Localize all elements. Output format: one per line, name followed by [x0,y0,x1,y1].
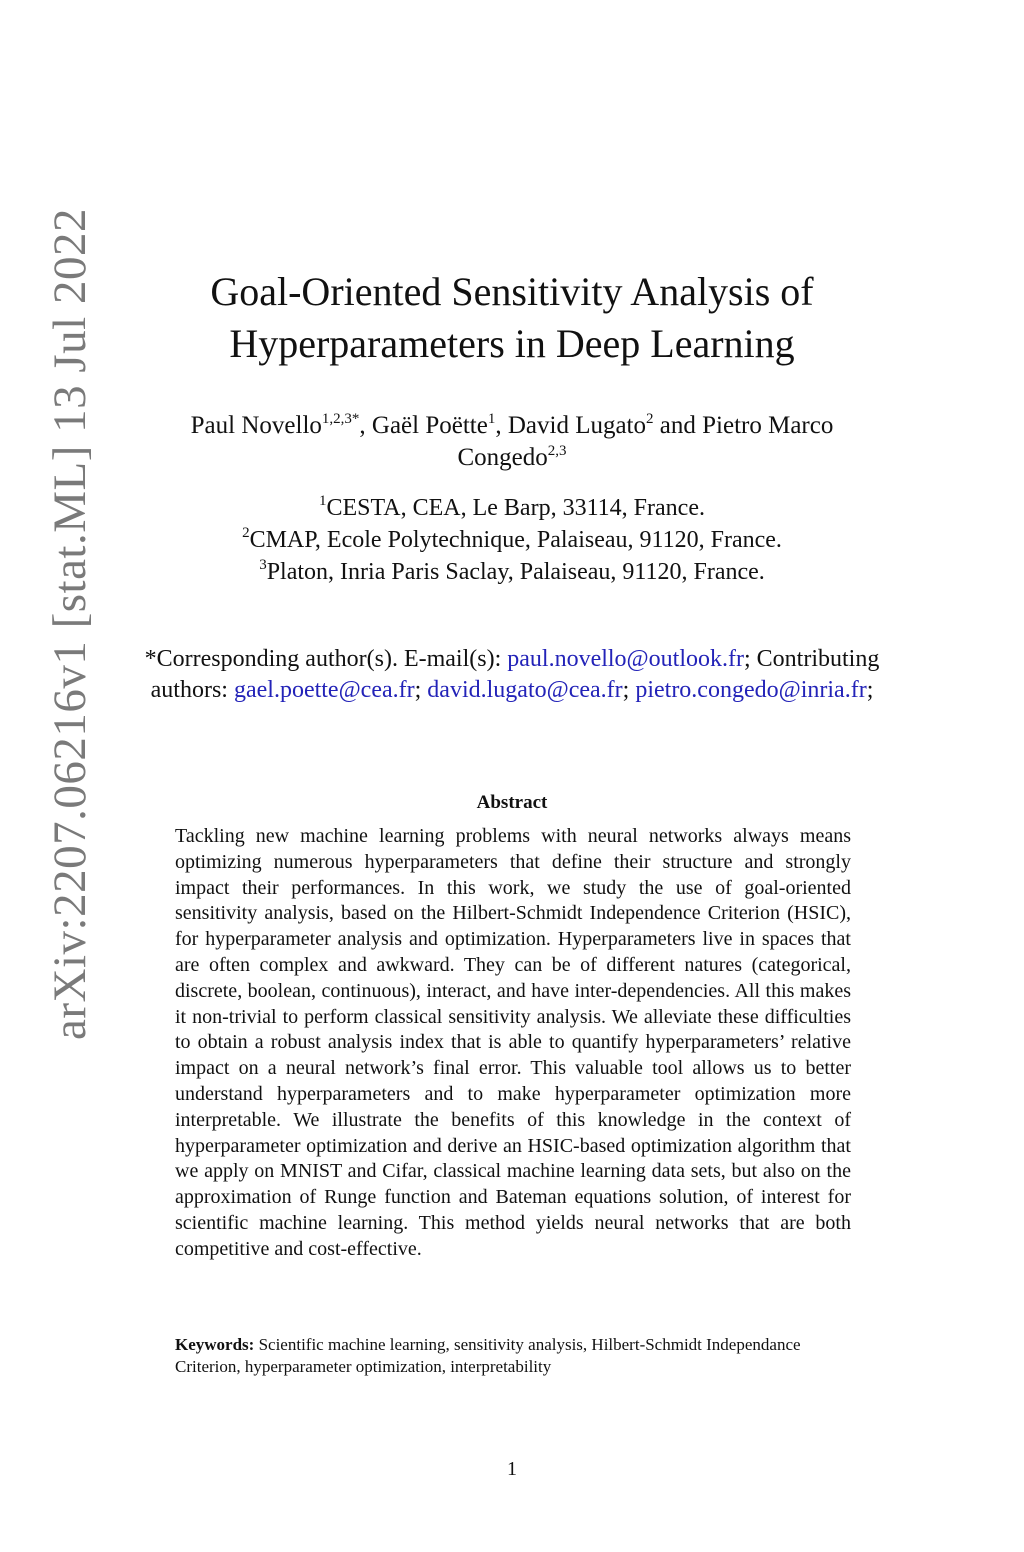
keywords-label: Keywords: [175,1335,255,1354]
contact-block [140,644,884,706]
author-affiliation-marker: 2 [646,411,654,427]
corresponding-email-link[interactable]: paul.novello@outlook.fr [507,646,744,672]
affiliation-list [140,492,884,588]
title-line-1: Goal-Oriented Sensitivity Analysis of [210,269,814,314]
page-number: 1 [507,1458,517,1480]
keywords-text: Scientific machine learning, sensitivity analysis, Hilbert-Schmidt Independance Criterion, hyperparameter optimization, interpretability [175,1335,801,1376]
email-separator: ; [414,677,422,703]
affiliation-marker: 3 [259,557,267,573]
title-line-2: Hyperparameters in Deep Learning [229,321,795,366]
author-affiliation-marker: 1,2,3* [321,411,360,427]
keywords [175,1334,851,1378]
email-separator: ; [743,646,751,672]
author-name: Paul Novello [190,412,322,439]
affiliation-item [140,524,884,556]
contributing-label: Contributing authors: [150,646,880,703]
author-name: Pietro Marco Congedo [457,412,834,471]
arxiv-identifier-stamp: arXiv:2207.06216v1 [stat.ML] 13 Jul 2022 [44,208,96,1040]
author-affiliation-marker: 1 [487,411,496,427]
author-list [140,410,884,474]
contributing-email-link[interactable]: david.lugato@cea.fr [427,677,623,703]
author-name: David Lugato [507,412,647,439]
author-name: Gaël Poëtte [371,412,488,439]
corresponding-label: *Corresponding author(s). E-mail(s): [144,646,508,672]
affiliation-marker: 2 [242,525,250,541]
affiliation-text: CESTA, CEA, Le Barp, 33114, France. [326,495,705,521]
email-separator: ; [622,677,630,703]
affiliation-marker: 1 [319,493,327,509]
abstract-body: Tackling new machine learning problems with neural networks always means optimizing numerous hyperparameters that define their structure and strongly impact their performances. In this work, we study the use of goal-oriented sensitivity analysis, based on the Hilbert-Schmidt Independence Criterion (HSIC), for hyperparameter analysis and optimization. Hyperparameters live in spaces that are often complex and awkward. They can be of different natures (categorical, discrete, boolean, continuous), interact, and have inter-dependencies. All this makes it non-trivial to perform classical sensitivity analysis. We alleviate these difficulties to obtain a robust analysis index that is able to quantify hyperparameters’ relative impact on a neural network’s final error. This valuable tool allows us to better understand hyperparameters and to make hyperparameter optimization more interpretable. We illustrate the benefits of this knowledge in the context of hyperparameter optimization and derive an HSIC-based optimization algorithm that we apply on MNIST and Cifar, classical machine learning data sets, but also on the approximation of Runge function and Bateman equations solution, of interest for scientific machine learning. This method yields neural networks that are both competitive and cost-effective. [175,825,851,1260]
contributing-email-link[interactable]: pietro.congedo@inria.fr [635,677,867,703]
author-and: and [653,412,703,439]
affiliation-text: CMAP, Ecole Polytechnique, Palaiseau, 91120, France. [249,527,782,553]
affiliation-item [140,492,884,524]
affiliation-item [140,556,884,588]
contributing-email-link[interactable]: gael.poette@cea.fr [233,677,415,703]
author-separator: , [495,412,508,439]
affiliation-text: Platon, Inria Paris Saclay, Palaiseau, 91120, France. [266,559,765,585]
author-separator: , [359,412,372,439]
paper-title [150,266,874,370]
abstract-heading: Abstract [476,792,548,813]
email-separator: ; [866,677,874,703]
author-affiliation-marker: 2,3 [547,443,567,459]
